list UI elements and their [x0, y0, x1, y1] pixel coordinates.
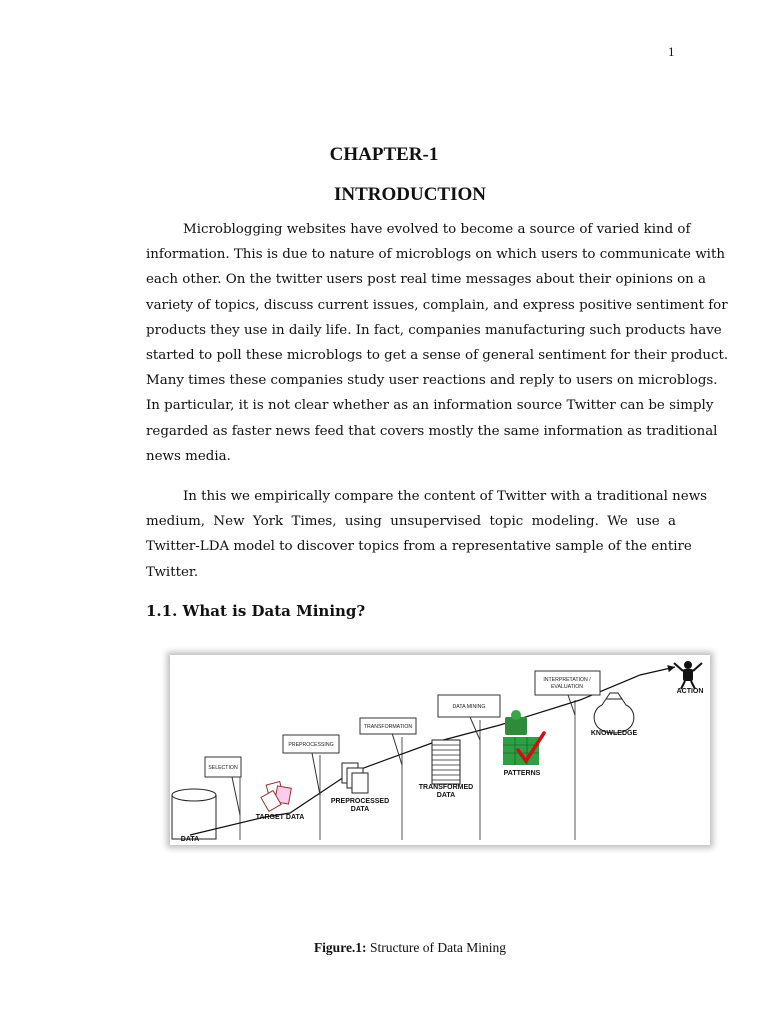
stage-label-preprocessed: PREPROCESSED — [330, 798, 390, 805]
paragraph-line: information. This is due to nature of microblogs on which users to communicate with — [146, 247, 725, 263]
paragraph-line: variety of topics, discuss current issues, complain, and express positive sentiment for — [146, 297, 728, 313]
paragraph-line: Twitter. — [146, 564, 199, 580]
stage-label-knowledge: KNOWLEDGE — [590, 730, 638, 737]
paragraph-line: medium, New York Times, using unsupervised topic modeling. We use a — [146, 514, 676, 530]
paragraph-line: products they use in daily life. In fact, companies manufacturing such products have — [146, 322, 722, 338]
stage-label-target-data: TARGET DATA — [255, 814, 305, 821]
target-data-icon — [261, 781, 291, 811]
section-heading: INTRODUCTION — [333, 184, 487, 205]
stage-label-patterns: PATTERNS — [503, 770, 541, 777]
step-label-transformation: TRANSFORMATION — [363, 724, 413, 730]
stage-label-data: DATA — [180, 836, 200, 843]
data-mining-figure — [170, 655, 710, 845]
paragraph-line: In this we empirically compare the content of Twitter with a traditional news — [183, 489, 708, 504]
paragraph-line: news media. — [146, 448, 231, 464]
figure-caption — [0, 940, 768, 956]
caption-text: Structure of Data Mining — [366, 940, 507, 955]
stage-label-action: ACTION — [676, 688, 704, 695]
paragraph-line: each other. On the twitter users post real time messages about their opinions on a — [146, 272, 707, 288]
stage-label-transformed-data: DATA — [436, 792, 456, 799]
paragraph-line: Many times these companies study user reactions and reply to users on microblogs. — [146, 373, 718, 389]
database-icon — [172, 789, 216, 839]
chapter-title: CHAPTER-1 — [329, 144, 439, 165]
paragraph-1 — [146, 217, 729, 469]
paragraph-line: started to poll these microblogs to get a sense of general sentiment for their product. — [146, 348, 729, 364]
paragraph-line: Twitter-LDA model to discover topics from a representative sample of the entire — [146, 539, 692, 555]
transformed-data-icon — [432, 740, 460, 784]
caption-label: Figure.1: — [313, 940, 367, 955]
step-label-data-mining: DATA MINING — [452, 704, 486, 710]
paragraph-line: In particular, it is not clear whether as an information source Twitter can be simply — [146, 398, 714, 414]
page-number: 1 — [668, 44, 675, 59]
action-icon — [674, 661, 702, 689]
step-label-selection: SELECTION — [208, 765, 238, 771]
patterns-icon — [503, 710, 544, 765]
step-label-evaluation: EVALUATION — [550, 684, 584, 690]
step-label-preprocessing: PREPROCESSING — [288, 742, 334, 748]
stage-label-preprocessed-data: DATA — [350, 806, 370, 813]
paragraph-line: Microblogging websites have evolved to become a source of varied kind of — [183, 222, 691, 237]
subsection-heading: 1.1. What is Data Mining? — [146, 602, 366, 620]
paragraph-line: regarded as faster news feed that covers mostly the same information as traditional — [146, 423, 718, 439]
step-label-interpretation: INTERPRETATION / — [543, 677, 591, 683]
stage-label-transformed: TRANSFORMED — [418, 784, 474, 791]
paragraph-2 — [146, 484, 708, 585]
knowledge-icon — [594, 693, 634, 733]
